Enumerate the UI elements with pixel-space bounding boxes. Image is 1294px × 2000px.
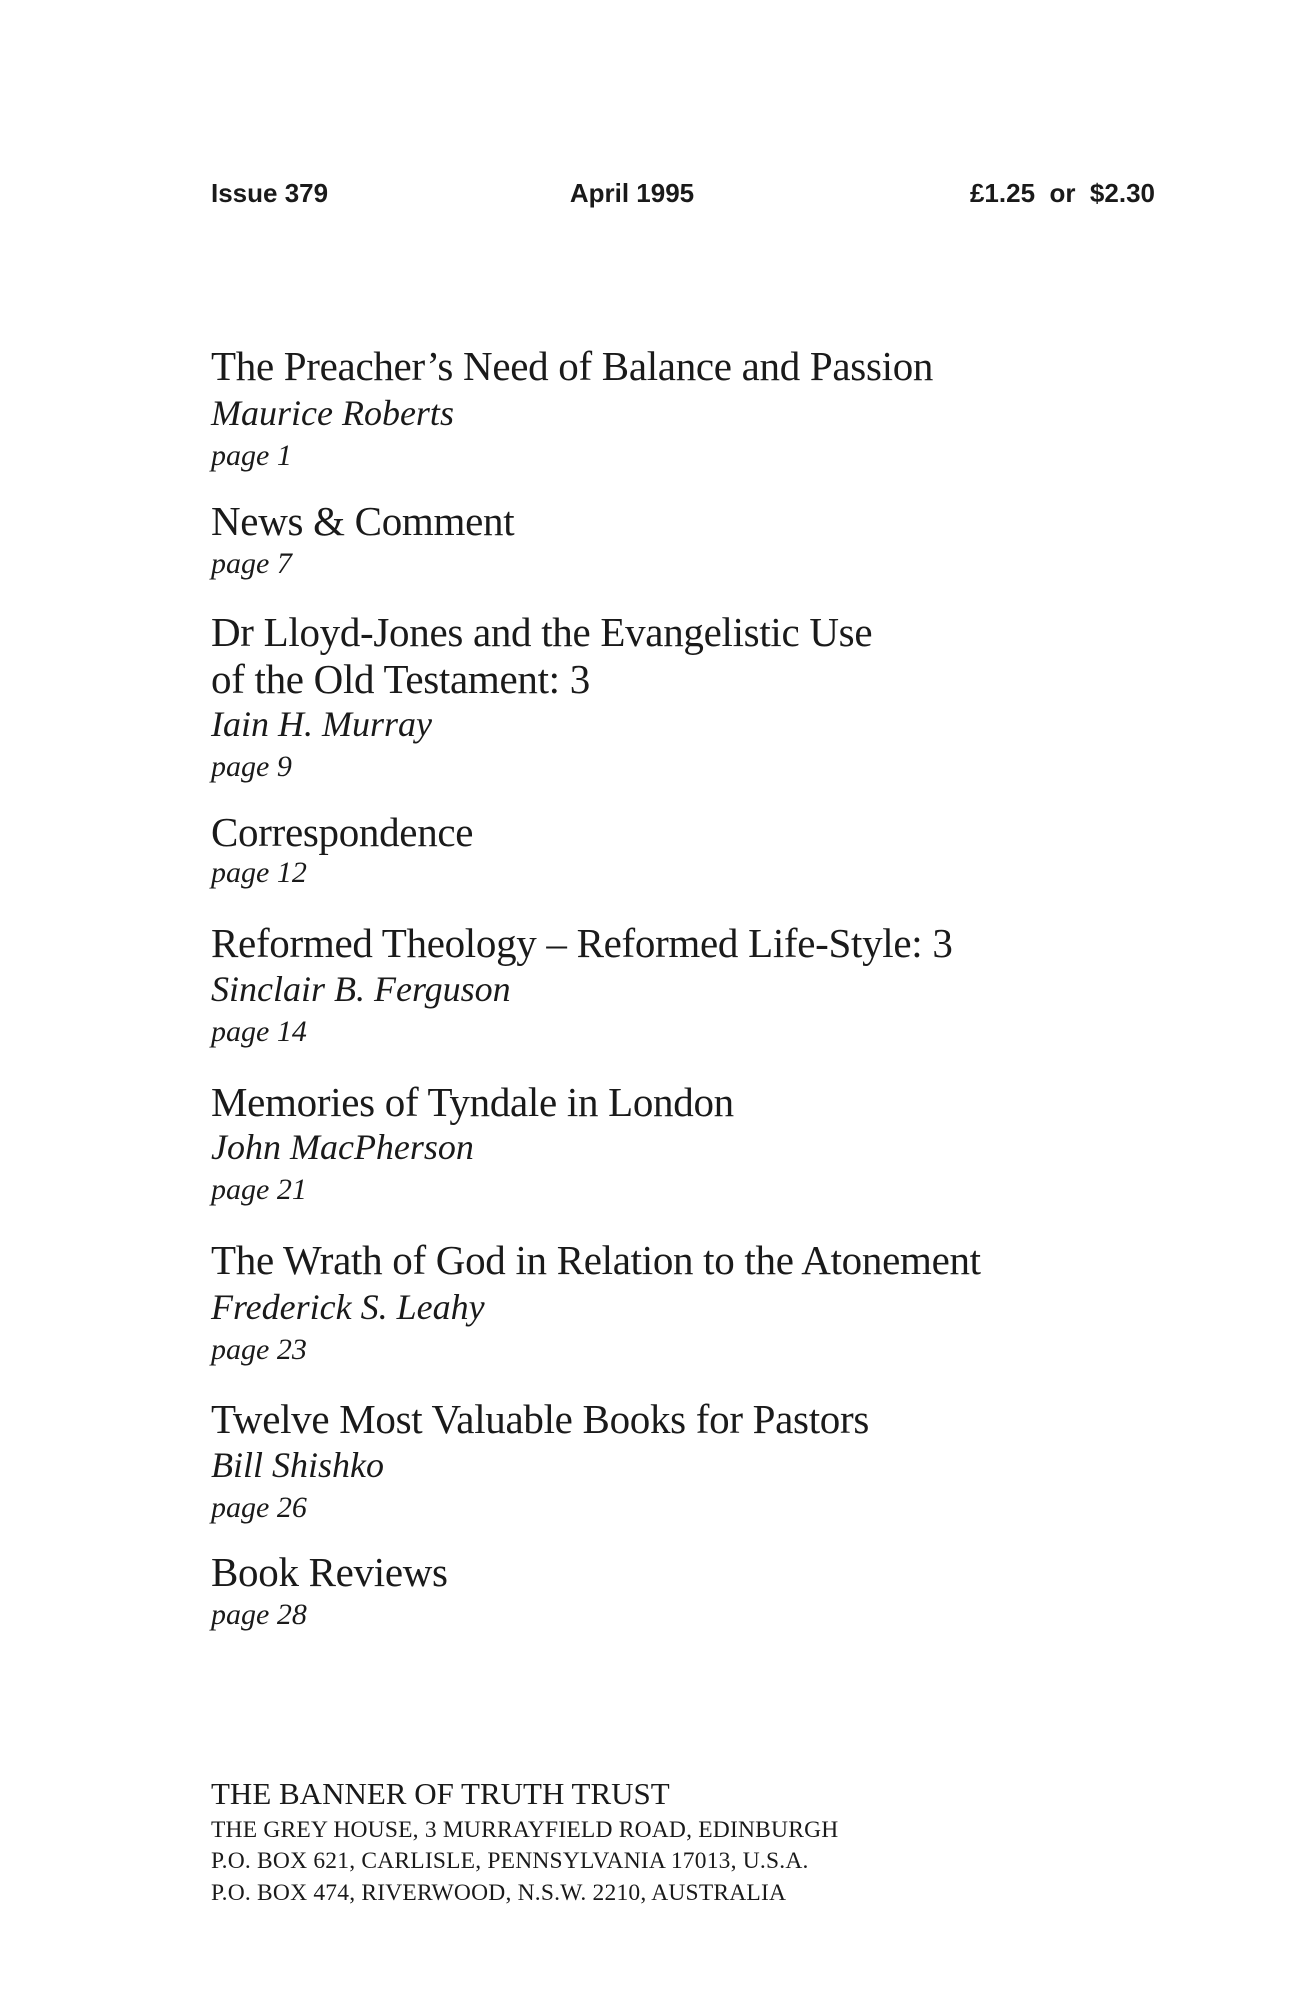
contents-page: page 21 [211, 1173, 307, 1206]
publisher-name: THE BANNER OF TRUTH TRUST [211, 1776, 670, 1811]
contents-page: page 23 [211, 1333, 307, 1366]
contents-title: Twelve Most Valuable Books for Pastors [211, 1396, 869, 1442]
contents-title: The Preacher’s Need of Balance and Passion [211, 343, 934, 389]
issue-date: April 1995 [569, 178, 695, 208]
contents-title: Book Reviews [211, 1549, 448, 1595]
contents-page: page 9 [211, 750, 292, 783]
contents-page: page 12 [211, 856, 307, 889]
contents-title: Correspondence [211, 809, 474, 855]
contents-title: News & Comment [211, 498, 515, 544]
contents-author: Frederick S. Leahy [211, 1287, 485, 1327]
publisher-address: P.O. BOX 621, CARLISLE, PENNSYLVANIA 17013, U.S.A. [211, 1848, 809, 1874]
contents-page: page 28 [211, 1598, 307, 1631]
contents-author: Iain H. Murray [211, 704, 432, 744]
contents-title: Dr Lloyd-Jones and the Evangelistic Use [211, 609, 873, 655]
issue-number: Issue 379 [211, 178, 329, 208]
issue-price: £1.25 or $2.30 [969, 178, 1155, 208]
contents-title: of the Old Testament: 3 [211, 656, 590, 702]
contents-author: Sinclair B. Ferguson [211, 969, 511, 1009]
contents-author: Bill Shishko [211, 1445, 384, 1485]
contents-page: page 14 [211, 1015, 307, 1048]
contents-title: Reformed Theology – Reformed Life-Style: 3 [211, 920, 953, 966]
contents-author: Maurice Roberts [211, 393, 454, 433]
contents-title: The Wrath of God in Relation to the Atonement [211, 1237, 981, 1283]
contents-page: page 7 [211, 547, 292, 580]
publisher-address: THE GREY HOUSE, 3 MURRAYFIELD ROAD, EDINBURGH [211, 1817, 839, 1843]
contents-page: page 1 [211, 439, 292, 472]
publisher-address: P.O. BOX 474, RIVERWOOD, N.S.W. 2210, AUSTRALIA [211, 1880, 787, 1906]
contents-title: Memories of Tyndale in London [211, 1079, 734, 1125]
contents-page: page 26 [211, 1491, 307, 1524]
contents-author: John MacPherson [211, 1127, 474, 1167]
